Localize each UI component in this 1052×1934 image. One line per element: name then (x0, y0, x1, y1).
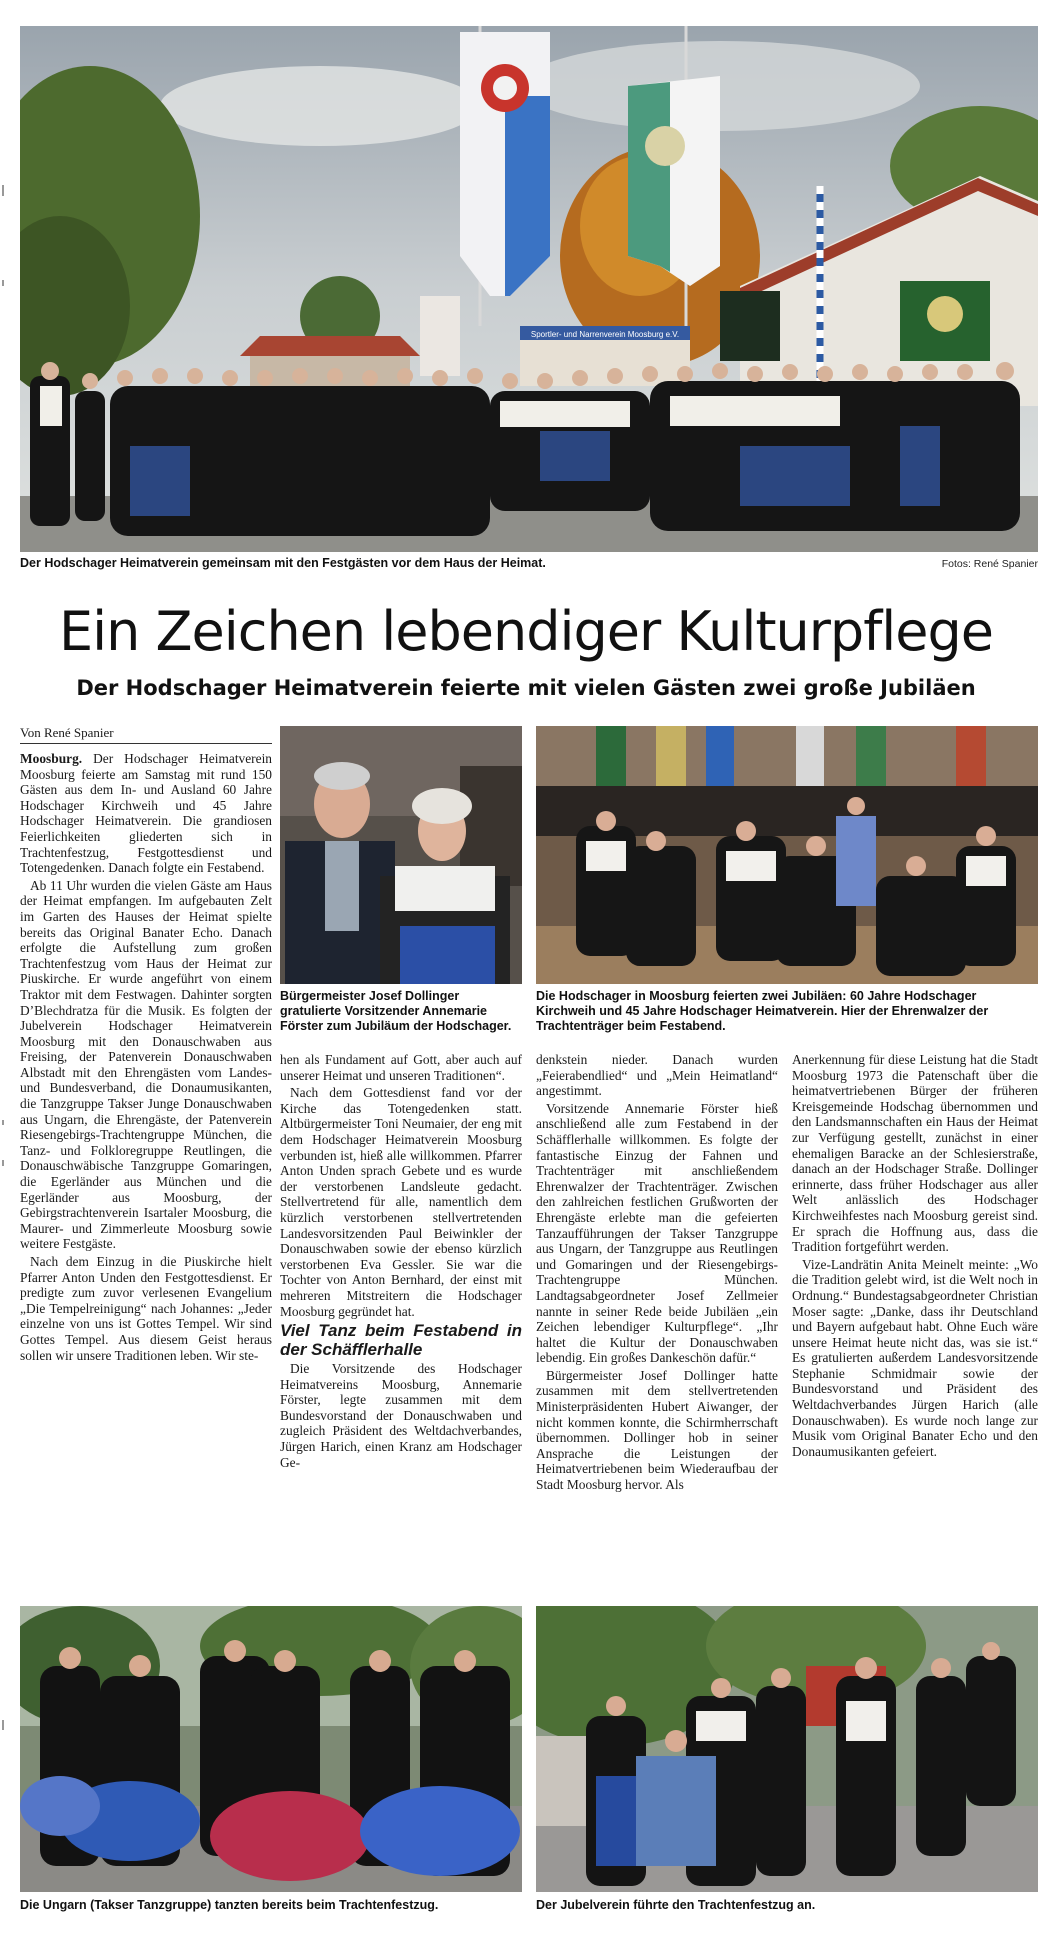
author-rule (20, 743, 272, 744)
ungarn-dance-photo (20, 1606, 522, 1892)
mayor-photo (280, 726, 522, 984)
banner-text: Sportler- und Narrenverein Moosburg e.V. (530, 330, 680, 339)
paragraph: denkstein nieder. Danach wurden „Feierabendlied“ und „Mein Heimatland“ angestimmt. (536, 1052, 778, 1099)
paragraph: Bürgermeister Josef Dollinger hatte zusammen mit dem stellvertretenden Ministerpräsidenten Hubert Aiwanger, der nicht kommen konnte, die Schirmherrschaft übernommen. Dollinger hob in seiner Ansprache die Leistungen der Heimatvertriebenen beim Wiederaufbau der Stadt Moosburg hervor. Als (536, 1367, 778, 1493)
paragraph: Die Vorsitzende des Hodschager Heimatvereins Moosburg, Annemarie Förster, legte zusammen mit dem Bundesvorstand der Donauschwaben und zugleich Präsident des Weltdachverbandes, Jürgen Harich, einen Kranz am Hodschager Ge- (280, 1361, 522, 1470)
group-photo (20, 26, 1038, 552)
paragraph: Anerkennung für diese Leistung hat die Stadt Moosburg 1973 die Patenschaft über die heimatvertriebenen Bürger der früheren Kreisgemeinde Hodschag übernommen und den Landsmannschaften ein Haus der Heimat zur Verfügung gestellt, zunächst in einer ehemaligen Baracke an der Schlesierstraße, danach an der Hodschager Straße. Dollinger erinnerte, dass früher Hodschager aus aller Welt anlässlich des Hodschager Kirchweihfestes nach Moosburg gereist sind. Er sprach die Hoffnung aus, dass die Tradition fortgeführt werden. (792, 1052, 1038, 1255)
ungarn-photo-caption: Die Ungarn (Takser Tanzgruppe) tanzten bereits beim Trachtenfestzug. (20, 1898, 439, 1912)
dance-photo-caption: Die Hodschager in Moosburg feierten zwei Jubiläen: 60 Jahre Hodschager Kirchweih und 45 Jahre Hodschager Heimatverein. Hier der Ehrenwalzer der Trachtenträger beim Festabend. (536, 989, 989, 1033)
photo-credit: Fotos: René Spanier (941, 558, 1038, 570)
dateline: Moosburg. (20, 751, 83, 766)
ballroom-dance-photo (536, 726, 1038, 984)
paragraph: hen als Fundament auf Gott, aber auch auf unserer Heimat und unseren Traditionen“. (280, 1052, 522, 1083)
article-column-1 (20, 751, 272, 1363)
paragraph: Vorsitzende Annemarie Förster hieß anschließend alle zum Festabend in der Schäfflerhalle willkommen. Es folgte der fantastische Einzug der Fahnen und Trachtenträger mit anschließendem Ehrenwalzer der Trachtenträger. Zwischen den zahlreichen festlichen Grußworten der Ehrengäste erlebte man die gefeierten Tanzaufführungen der Takser Tanzgruppe aus Ungarn, der Tanzgruppe aus Reutlingen und Gomaringen und der Riesengebirgs-Trachtengruppe München. Landtagsabgeordneter Josef Zellmeier nannte in seiner Rede beide Jubiläen „ein Zeichen lebendiger Kulturpflege“. „Ihr haltet die Kultur der Donauschwaben lebendig. Ein großes Dankeschön dafür.“ (536, 1100, 778, 1366)
author: Von René Spanier (20, 725, 114, 740)
paragraph: Nach dem Einzug in die Piuskirche hielt Pfarrer Anton Unden den Festgottesdienst. Er predigte zum zuvor verlesenen Evangelium „Die Tempelreinigung“ nach Johannes: „Jeder einzelne von uns ist Gottes Tempel. Wir sind Gottes Tempel. Aus diesem Geist heraus sollen wir unsere Traditionen leben. Wir ste- (20, 1254, 272, 1363)
article-column-2 (280, 1052, 522, 1470)
subheadline: Der Hodschager Heimatverein feierte mit vielen Gästen zwei große Jubiläen (76, 676, 976, 700)
main-photo-caption: Der Hodschager Heimatverein gemeinsam mit den Festgästen vor dem Haus der Heimat. (20, 556, 546, 570)
paragraph: Nach dem Gottesdienst fand vor der Kirche das Totengedenken statt. Altbürgermeister Toni Neumaier, der eng mit dem Hodschager Heimatverein Moosburg verbunden ist, hieß alle willkommen. Pfarrer Anton Unden sprach Gebete und es wurde der verstorbenen Landsleute gedacht. Stellvertretend für alle, namentlich dem kürzlich verstorbenen stellvertretenden Landesvorsitzenden Paul Beiwinkler der Donauschwaben sowie der ebenso kürzlich verstorbenen Eva Gessler. Sie war die Tochter von Anton Bernhard, der einst mit mehreren Mitstreitern die Hodschager Moosburg gegründet hat. (280, 1085, 522, 1319)
mayor-photo-caption: Bürgermeister Josef Dollinger gratulierte Vorsitzender Annemarie Förster zum Jubiläum der Hodschager. (280, 989, 512, 1033)
parade-photo-caption: Der Jubelverein führte den Trachtenfestzug an. (536, 1898, 816, 1912)
paragraph: Vize-Landrätin Anita Meinelt meinte: „Wo die Tradition gelebt wird, ist die Welt noch in Ordnung.“ Bundestagsabgeordneter Christian Moser sagte: „Danke, dass ihr Deutschland und Bayern aufgebaut habt. Ohne Euch wäre unsere Heimat heute nicht das, was sie ist.“ Es gratulierten außerdem Landesvorsitzende Stephanie Schmidmair sowie der Bundesvorstand und Präsident des Weltdachverbandes Jürgen Harich (alle Donauschwaben). Es wurde noch lange zur Musik vom Original Banater Echo und den Donaumusikanten gefeiert. (792, 1256, 1038, 1459)
section-subtitle: Viel Tanz beim Festabend in der Schäfflerhalle (280, 1321, 522, 1360)
headline: Ein Zeichen lebendiger Kulturpflege (59, 600, 993, 663)
paragraph: Ab 11 Uhr wurden die vielen Gäste am Haus der Heimat empfangen. Im aufgebauten Zelt im Garten des Hauses der Heimat spielte bereits das Original Banater Echo. Danach erfolgte die Aufstellung zum großen Trachtenfestzug vom Haus der Heimat zur Piuskirche. Er wurde angeführt von einem Traktor mit dem Festwagen. Dahinter sorgten D’Blechdratza für die Musik. Es folgten der Jubelverein Hodschager Heimatverein Moosburg mit den Donauschwaben aus Freising, der Patenverein Donauschwaben Albstadt mit den Ehrengästen vom Landes- und Bundesverband, die Donaumusikanten, die Tanzgruppe Takser Junge Donauschwaben aus Ungarn, die Ehrengäste, der Patenverein Riesengebirgs-Trachtengruppe München, die Tanz- und Folkloregruppe Reutlingen, die Donauschwäbische Tanzgruppe Gomaringen, die Egerländer aus München und die Egerländer aus Moosburg, der Gebirgstrachtenverein Isartaler Moosburg, die Maurer- und Zimmerleute Moosburg sowie weitere Festgäste. (20, 877, 272, 1252)
paragraph: Der Hodschager Heimatverein Moosburg feierte am Samstag mit rund 150 Gästen aus dem In- und Ausland 60 Jahre Hodschager Kirchweih und 45 Jahre Hodschager Heimatverein. Die grandiosen Feierlichkeiten gliederten sich in Trachtenfestzug, Festgottesdienst und Totengedenken. Danach folgte ein Festabend. (20, 751, 272, 876)
article-column-3 (536, 1052, 778, 1493)
parade-photo (536, 1606, 1038, 1892)
page-edge (0, 0, 6, 1929)
article-column-4 (792, 1052, 1038, 1459)
